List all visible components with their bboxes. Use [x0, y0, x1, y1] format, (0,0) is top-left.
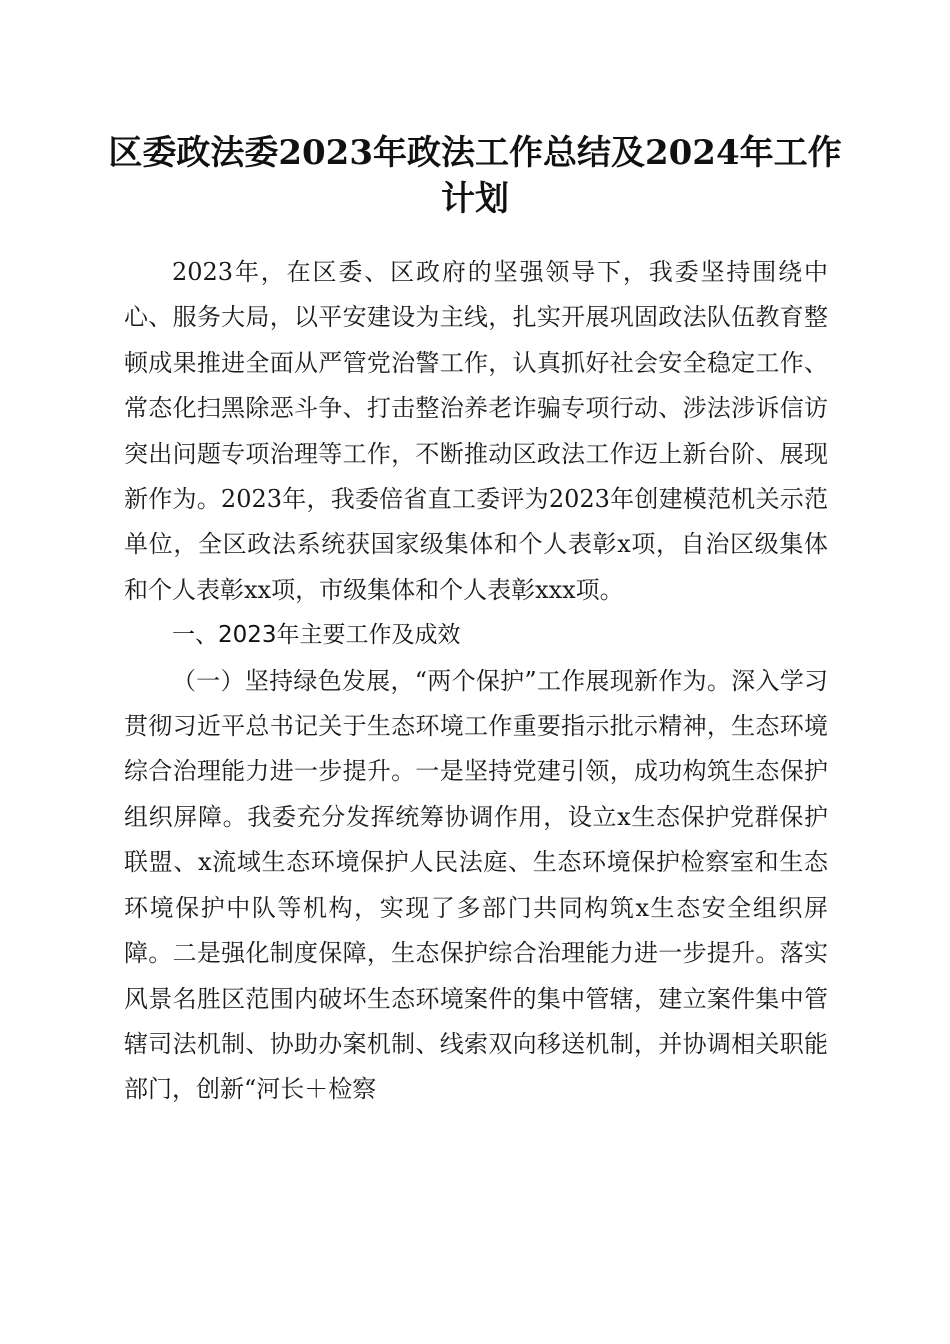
document-title: 区委政法委2023年政法工作总结及2024年工作计划: [108, 133, 842, 219]
document-body: [124, 250, 828, 1113]
subsection-lead: （一）坚持绿色发展，“两个保护”工作展现新作为。: [172, 666, 732, 695]
section-heading: 一、2023年主要工作及成效: [172, 622, 461, 649]
subsection-text: 深入学习贯彻习近平总书记关于生态环境工作重要指示批示精神，生态环境综合治理能力进一步提升。一是坚持党建引领，成功构筑生态保护组织屏障。我委充分发挥统筹协调作用，设立x生态保护党群保护联盟、x流域生态环境保护人民法庭、生态环境保护检察室和生态环境保护中队等机构，实现了多部门共同构筑x生态安全组织屏障。二是强化制度保障，生态保护综合治理能力进一步提升。落实风景名胜区范围内破坏生态环境案件的集中管辖，建立案件集中管辖司法机制、协助办案机制、线索双向移送机制，并协调相关职能部门，创新“河长＋检察: [124, 666, 828, 1104]
intro-paragraph: 2023年，在区委、区政府的坚强领导下，我委坚持围绕中心、服务大局，以平安建设为主线，扎实开展巩固政法队伍教育整顿成果推进全面从严管党治警工作，认真抓好社会安全稳定工作、常态化扫黑除恶斗争、打击整治养老诈骗专项行动、涉法涉诉信访突出问题专项治理等工作，不断推动区政法工作迈上新台阶、展现新作为。2023年，我委倍省直工委评为2023年创建模范机关示范单位，全区政法系统获国家级集体和个人表彰x项，自治区级集体和个人表彰xx项，市级集体和个人表彰xxx项。: [124, 258, 828, 604]
subsection-paragraph: [124, 659, 828, 1113]
